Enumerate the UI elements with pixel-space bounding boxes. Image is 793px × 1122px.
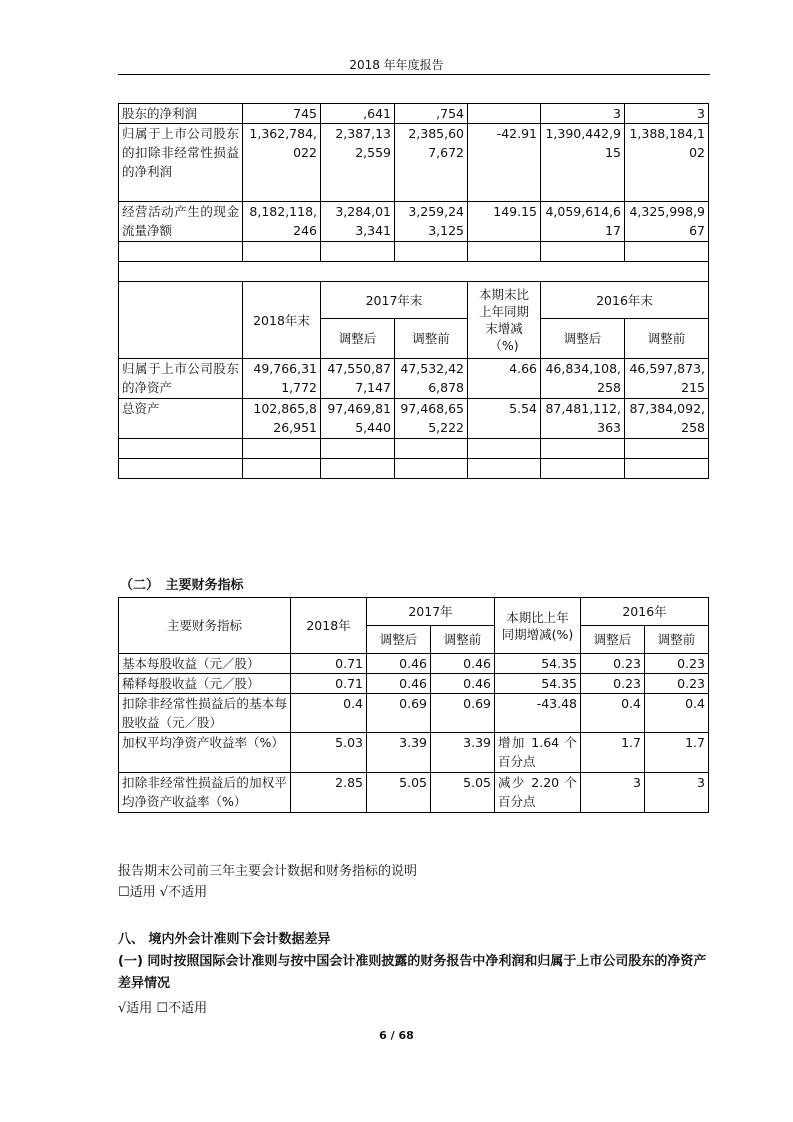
row-label: 扣除非经常性损益后的加权平均净资产收益率（%） — [119, 773, 291, 813]
cell-2017-adjusted: 0.46 — [367, 674, 431, 694]
header-change: 本期比上年同期增减(%) — [495, 598, 581, 654]
cell-2017-original: 5.05 — [431, 773, 495, 813]
cell-2017-original: 47,532,426,878 — [395, 359, 468, 399]
cell-2016-original: 87,384,092,258 — [625, 399, 709, 439]
row-label: 基本每股收益（元／股） — [119, 654, 291, 674]
accounting-data-table — [118, 103, 709, 479]
note-text: 报告期末公司前三年主要会计数据和财务指标的说明 — [118, 864, 418, 879]
header-2016-end: 2016年末 — [541, 282, 709, 319]
row-label: 经营活动产生的现金流量净额 — [119, 202, 243, 242]
cell-2017-original: 0.46 — [431, 654, 495, 674]
cell-2018: 1,362,784,022 — [243, 124, 321, 202]
cell-2017-adjusted: 3,284,013,341 — [321, 202, 395, 242]
cell-change: -42.91 — [468, 124, 541, 202]
cell-2017-original: ,754 — [395, 104, 468, 124]
table-header-row — [119, 598, 709, 626]
cell-2016-original: 0.23 — [645, 654, 709, 674]
table-row — [119, 694, 709, 733]
table-row — [119, 733, 709, 773]
financial-indicators-table — [118, 597, 709, 813]
header-divider — [118, 74, 710, 75]
table-row — [119, 124, 709, 202]
cell-2018: 2.85 — [291, 773, 367, 813]
header-2017: 2017年 — [367, 598, 495, 626]
cell-2017-adjusted: ,641 — [321, 104, 395, 124]
cell-2017-original: 0.69 — [431, 694, 495, 733]
header-adjusted-before: 调整前 — [395, 319, 468, 359]
cell-2017-adjusted: 0.69 — [367, 694, 431, 733]
cell-2016-original: 46,597,873,215 — [625, 359, 709, 399]
header-adjusted-before: 调整前 — [625, 319, 709, 359]
cell-2018: 102,865,826,951 — [243, 399, 321, 439]
header-change: 本期末比上年同期末增减（%) — [468, 282, 541, 359]
cell-2016-adjusted: 46,834,108,258 — [541, 359, 625, 399]
section-8-title: 八、 境内外会计准则下会计数据差异 — [118, 932, 331, 947]
row-label: 扣除非经常性损益后的基本每股收益（元／股） — [119, 694, 291, 733]
row-label: 总资产 — [119, 399, 243, 439]
cell-change: 减少 2.20 个百分点 — [495, 773, 581, 813]
cell-2016-adjusted: 3 — [581, 773, 645, 813]
table-row — [119, 202, 709, 242]
cell-2018: 0.71 — [291, 654, 367, 674]
section-8-applicable-option: √适用 ☐不适用 — [118, 1001, 208, 1016]
note-applicable-option: ☐适用 √不适用 — [118, 885, 208, 900]
cell-2016-adjusted: 0.23 — [581, 654, 645, 674]
header-adjusted-after: 调整后 — [541, 319, 625, 359]
cell-2016-adjusted: 3 — [541, 104, 625, 124]
cell-2016-original: 0.4 — [645, 694, 709, 733]
header-2018-end: 2018年末 — [243, 282, 321, 359]
cell-2018: 745 — [243, 104, 321, 124]
cell-2016-original: 1.7 — [645, 733, 709, 773]
header-adjusted-after: 调整后 — [321, 319, 395, 359]
cell-2016-original: 4,325,998,967 — [625, 202, 709, 242]
cell-change — [468, 104, 541, 124]
cell-2016-original: 3 — [645, 773, 709, 813]
cell-2017-adjusted: 2,387,132,559 — [321, 124, 395, 202]
table-row — [119, 399, 709, 439]
header-2018: 2018年 — [291, 598, 367, 654]
cell-2017-original: 3.39 — [431, 733, 495, 773]
row-label: 归属于上市公司股东的扣除非经常性损益的净利润 — [119, 124, 243, 202]
cell-2018: 0.71 — [291, 674, 367, 694]
cell-2018: 49,766,311,772 — [243, 359, 321, 399]
header-adjusted-after: 调整后 — [581, 626, 645, 654]
header-indicator: 主要财务指标 — [119, 598, 291, 654]
cell-change: 增加 1.64 个百分点 — [495, 733, 581, 773]
row-label: 加权平均净资产收益率（%） — [119, 733, 291, 773]
cell-2017-adjusted: 3.39 — [367, 733, 431, 773]
cell-2016-original: 1,388,184,102 — [625, 124, 709, 202]
cell-2016-adjusted: 1,390,442,915 — [541, 124, 625, 202]
cell-2016-adjusted: 4,059,614,617 — [541, 202, 625, 242]
cell-change: 54.35 — [495, 674, 581, 694]
cell-2018: 5.03 — [291, 733, 367, 773]
cell-2016-adjusted: 87,481,112,363 — [541, 399, 625, 439]
table-row — [119, 104, 709, 124]
cell-change: -43.48 — [495, 694, 581, 733]
cell-2016-adjusted: 1.7 — [581, 733, 645, 773]
section-title: （二） 主要财务指标 — [120, 578, 244, 593]
header-2017-end: 2017年末 — [321, 282, 468, 319]
row-label: 股东的净利润 — [119, 104, 243, 124]
cell-change: 54.35 — [495, 654, 581, 674]
cell-change: 149.15 — [468, 202, 541, 242]
table-row — [119, 359, 709, 399]
cell-2017-original: 3,259,243,125 — [395, 202, 468, 242]
cell-2018: 8,182,118,246 — [243, 202, 321, 242]
empty-row — [119, 439, 709, 459]
section-8-subtitle: (一) 同时按照国际会计准则与按中国会计准则披露的财务报告中净利润和归属于上市公司股东的净资产差异情况 — [118, 954, 707, 991]
page-header-title: 2018 年年度报告 — [349, 58, 444, 72]
cell-change: 5.54 — [468, 399, 541, 439]
table-row — [119, 654, 709, 674]
page-number: 6 / 68 — [379, 1029, 414, 1042]
cell-2016-adjusted: 0.23 — [581, 674, 645, 694]
header-adjusted-after: 调整后 — [367, 626, 431, 654]
empty-row — [119, 262, 709, 282]
cell-2016-original: 0.23 — [645, 674, 709, 694]
cell-2016-adjusted: 0.4 — [581, 694, 645, 733]
cell-2016-original: 3 — [625, 104, 709, 124]
cell-2017-adjusted: 97,469,815,440 — [321, 399, 395, 439]
cell-change: 4.66 — [468, 359, 541, 399]
table-row — [119, 773, 709, 813]
empty-row — [119, 242, 709, 262]
cell-2018: 0.4 — [291, 694, 367, 733]
header-adjusted-before: 调整前 — [645, 626, 709, 654]
cell-2017-original: 0.46 — [431, 674, 495, 694]
table-header-row — [119, 282, 709, 319]
cell-2017-adjusted: 47,550,877,147 — [321, 359, 395, 399]
cell-2017-original: 97,468,655,222 — [395, 399, 468, 439]
cell-2017-adjusted: 5.05 — [367, 773, 431, 813]
cell-2017-original: 2,385,607,672 — [395, 124, 468, 202]
header-adjusted-before: 调整前 — [431, 626, 495, 654]
table-row — [119, 674, 709, 694]
header-2016: 2016年 — [581, 598, 709, 626]
row-label: 归属于上市公司股东的净资产 — [119, 359, 243, 399]
row-label: 稀释每股收益（元／股） — [119, 674, 291, 694]
empty-row — [119, 459, 709, 479]
cell-2017-adjusted: 0.46 — [367, 654, 431, 674]
